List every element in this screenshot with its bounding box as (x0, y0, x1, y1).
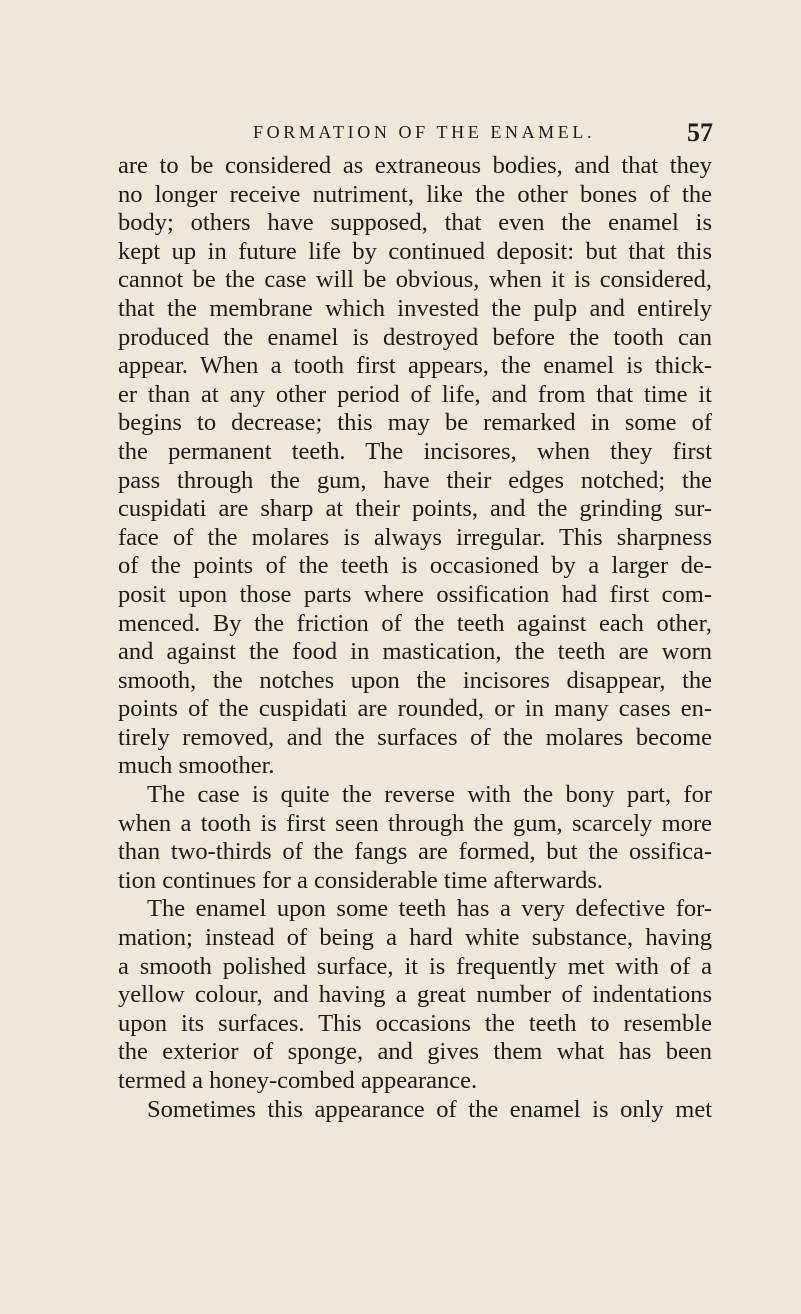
text-line: that the membrane which invested the pulp and entirely (118, 294, 712, 322)
text-line: kept up in future life by continued deposit: but that this (118, 237, 712, 265)
text-line: the exterior of sponge, and gives them what has been (118, 1038, 712, 1066)
text-line: a smooth polished surface, it is frequently met with of a (118, 952, 712, 980)
text-line: are to be considered as extraneous bodies, and that they (118, 152, 712, 179)
text-line: The case is quite the reverse with the bony part, for (147, 781, 712, 809)
text-line: er than at any other period of life, and from that time it (118, 380, 712, 408)
text-line: much smoother. (118, 752, 275, 780)
text-line: cuspidati are sharp at their points, and the grinding sur- (118, 495, 712, 523)
text-line: appear. When a tooth first appears, the enamel is thick- (118, 352, 712, 380)
text-line: begins to decrease; this may be remarked in some of (118, 409, 712, 437)
text-line: smooth, the notches upon the incisores disappear, the (118, 666, 712, 694)
text-line: tirely removed, and the surfaces of the molares become (118, 723, 712, 751)
text-line: and against the food in mastication, the teeth are worn (118, 638, 712, 666)
text-line: yellow colour, and having a great number of indentations (118, 981, 712, 1009)
text-line: menced. By the friction of the teeth against each other, (118, 609, 712, 637)
text-line: mation; instead of being a hard white substance, having (118, 924, 712, 952)
text-line: the permanent teeth. The incisores, when they first (118, 437, 712, 465)
body-text (118, 152, 712, 1124)
text-line: of the points of the teeth is occasioned by a larger de- (118, 552, 712, 580)
text-line: when a tooth is first seen through the gum, scarcely more (118, 809, 712, 837)
text-line: termed a honey-combed appearance. (118, 1067, 478, 1094)
text-line: than two-thirds of the fangs are formed, but the ossifica- (118, 838, 712, 866)
text-line: upon its surfaces. This occasions the teeth to resemble (118, 1009, 712, 1037)
running-header (253, 118, 713, 146)
chapter-title: FORMATION OF THE ENAMEL. (253, 122, 596, 142)
text-line: pass through the gum, have their edges notched; the (118, 466, 712, 494)
text-line: cannot be the case will be obvious, when it is considered, (118, 266, 712, 294)
page-number: 57 (687, 118, 713, 147)
text-line: no longer receive nutriment, like the other bones of the (118, 180, 712, 208)
text-line: The enamel upon some teeth has a very defective for- (147, 895, 712, 923)
text-line: body; others have supposed, that even the enamel is (118, 209, 712, 237)
text-line: tion continues for a considerable time afterwards. (118, 866, 604, 894)
text-line: produced the enamel is destroyed before the tooth can (118, 323, 712, 351)
text-line: face of the molares is always irregular. This sharpness (118, 523, 712, 551)
text-line: Sometimes this appearance of the enamel is only met (147, 1095, 712, 1123)
text-line: points of the cuspidati are rounded, or in many cases en- (118, 695, 712, 723)
text-line: posit upon those parts where ossification had first com- (118, 580, 712, 608)
